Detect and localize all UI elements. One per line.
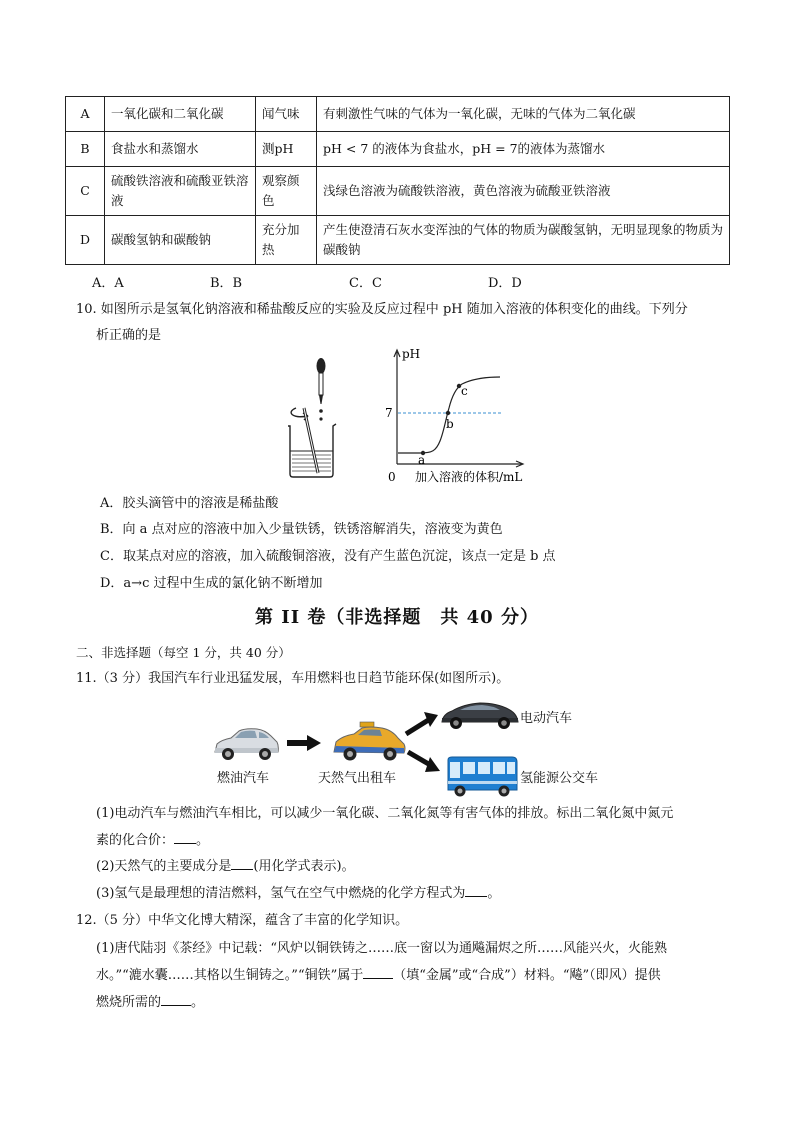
row-result: pH < 7 的液体为食盐水，pH = 7的液体为蒸馏水: [317, 132, 730, 167]
beaker-dropper-illustration: [278, 356, 350, 480]
row-result: 浅绿色溶液为硫酸铁溶液，黄色溶液为硫酸亚铁溶液: [317, 167, 730, 216]
row-letter: B: [66, 132, 105, 167]
section-subtitle: 二、非选择题（每空 1 分，共 40 分）: [76, 645, 291, 660]
q10-option-d: D．a→c 过程中生成的氯化钠不断增加: [100, 576, 323, 591]
q11-part2: [96, 857, 355, 877]
point-a-label: a: [418, 453, 426, 467]
q12-part1-line2: [96, 966, 661, 986]
choice-c: C．C: [349, 276, 382, 291]
ph-curve: [398, 377, 500, 453]
origin-label: 0: [388, 470, 396, 484]
answer-blank[interactable]: [231, 857, 253, 870]
end-mark: 。: [487, 886, 501, 901]
q11-part3-text: (3)氢气是最理想的清洁燃料，氢气在空气中燃烧的化学方程式为: [96, 886, 466, 901]
dropper-bulb: [317, 358, 326, 374]
row-result: 有刺激性气味的气体为一氧化碳，无味的气体为二氧化碳: [317, 97, 730, 132]
row-substances: 硫酸铁溶液和硫酸亚铁溶液: [105, 167, 256, 216]
answer-blank[interactable]: [363, 966, 393, 979]
answer-blank[interactable]: [174, 831, 196, 844]
q11-part1-line2: [96, 831, 209, 851]
point-b-label: b: [446, 417, 454, 431]
options-table: [65, 96, 730, 265]
row-letter: D: [66, 216, 105, 265]
end-mark: 。: [191, 995, 205, 1010]
q12-part1-text-a: 水。”“漉水囊……其格以生铜铸之。”“铜铁”属于: [96, 968, 364, 983]
q11-part1-text: 素的化合价：: [96, 833, 175, 848]
table-row: [66, 97, 730, 132]
q10-stem-line1: 10. 如图所示是氢氧化钠溶液和稀盐酸反应的实验及反应过程中 pH 随加入溶液的体积变化的曲线。下列分: [76, 302, 688, 317]
electric-car-image: [440, 698, 520, 732]
q10-option-c: C．取某点对应的溶液，加入硫酸铜溶液，没有产生蓝色沉淀，该点一定是 b 点: [100, 549, 556, 564]
row-method: 充分加热: [256, 216, 317, 265]
arrow-down-right-icon: [406, 748, 440, 774]
answer-blank[interactable]: [465, 884, 487, 897]
answer-blank[interactable]: [161, 993, 191, 1006]
row-result: 产生使澄清石灰水变浑浊的气体的物质为碳酸氢钠，无明显现象的物质为碳酸钠: [317, 216, 730, 265]
ph-curve-graph: [380, 346, 540, 486]
q10-option-a: A．胶头滴管中的溶液是稀盐酸: [100, 496, 279, 511]
row-method: 测pH: [256, 132, 317, 167]
point-b-marker: [446, 411, 450, 415]
table-row: [66, 167, 730, 216]
ph7-label: 7: [385, 406, 393, 420]
y-axis-label: pH: [402, 347, 421, 361]
q12-part1-text-c: 燃烧所需的: [96, 995, 162, 1010]
hydrogen-bus-image: [444, 754, 520, 798]
table-row: [66, 132, 730, 167]
arrow-up-right-icon: [404, 712, 438, 738]
q11-part2-text: (2)天然气的主要成分是: [96, 859, 232, 874]
row-letter: C: [66, 167, 105, 216]
x-axis-label: 加入溶液的体积/mL: [415, 470, 523, 484]
table-row: [66, 216, 730, 265]
answer-choices: [0, 272, 794, 292]
row-method: 闻气味: [256, 97, 317, 132]
hydrogen-bus-label: 氢能源公交车: [520, 771, 599, 786]
row-method: 观察颜色: [256, 167, 317, 216]
arrow-right-icon: [287, 735, 321, 751]
row-substances: 一氧化碳和二氧化碳: [105, 97, 256, 132]
choice-d: D．D: [488, 276, 522, 291]
q12-stem: 12.（5 分）中华文化博大精深，蕴含了丰富的化学知识。: [76, 913, 409, 928]
end-mark: 。: [196, 833, 210, 848]
choice-b: B．B: [210, 276, 243, 291]
point-c-label: c: [461, 384, 468, 398]
fuel-car-label: 燃油汽车: [217, 771, 270, 786]
taxi-image: [330, 720, 408, 764]
q11-part2-end: (用化学式表示)。: [253, 859, 355, 874]
row-substances: 碳酸氢钠和碳酸钠: [105, 216, 256, 265]
q12-part1-line1: (1)唐代陆羽《茶经》中记载：“风炉以铜铁铸之……底一窗以为通飚漏烬之所……风能兴火，火能熟: [96, 941, 668, 956]
q12-part1-text-b: （填“金属”或“合成”）材料。“飚”（即风）提供: [393, 968, 661, 983]
choice-a: A．A: [92, 276, 124, 291]
q11-stem: 11.（3 分）我国汽车行业迅猛发展，车用燃料也日趋节能环保(如图所示)。: [76, 671, 510, 686]
taxi-label: 天然气出租车: [318, 771, 397, 786]
q12-part1-line3: [96, 993, 204, 1013]
q10-option-b: B．向 a 点对应的溶液中加入少量铁锈，铁锈溶解消失，溶液变为黄色: [100, 522, 503, 537]
section-title: 第 II 卷（非选择题 共 40 分）: [255, 607, 539, 628]
row-substances: 食盐水和蒸馏水: [105, 132, 256, 167]
electric-car-label: 电动汽车: [520, 711, 573, 726]
q11-part3: [96, 884, 500, 904]
q11-part1-line1: (1)电动汽车与燃油汽车相比，可以减少一氧化碳、二氧化氮等有害气体的排放。标出二氧化氮中氮元: [96, 806, 674, 821]
fuel-car-image: [211, 724, 281, 764]
q10-stem-line2: 析正确的是: [96, 328, 162, 343]
row-letter: A: [66, 97, 105, 132]
